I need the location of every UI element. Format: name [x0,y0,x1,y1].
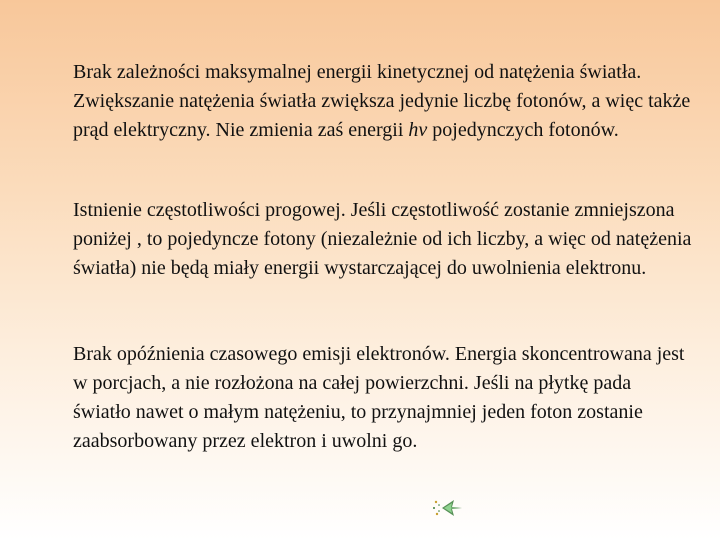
paragraph-threshold-frequency: Istnienie częstotliwości progowej. Jeśli częstotliwość zostanie zmniejszona poniżej , to pojedyncze fotony (niezależnie od ich liczby, a więc od natężenia światła) nie będą miały energii wystarczającej do uwolnienia elektronu. [73,199,692,279]
paragraph-intensity-independence [73,58,693,145]
paragraph-text: Brak zależności maksymalnej energii kinetycznej od natężenia światła. Zwiększanie natężenia światła zwiększa jedynie liczbę fotonów, a więc także prąd elektryczny. Nie zmienia zaś energii [73,61,691,141]
sparkle-arrow-icon[interactable] [430,495,466,521]
paragraph-no-delay: Brak opóźnienia czasowego emisji elektronów. Energia skoncentrowana jest w porcjach, a nie rozłożona na całej powierzchni. Jeśli na płytkę pada światło nawet o małym natężeniu, to przynajmniej jeden foton zostanie zaabsorbowany przez elektron i uwolni go. [73,343,685,452]
paragraph-text: pojedynczych fotonów. [427,119,619,141]
photon-energy-symbol: hν [408,119,428,141]
